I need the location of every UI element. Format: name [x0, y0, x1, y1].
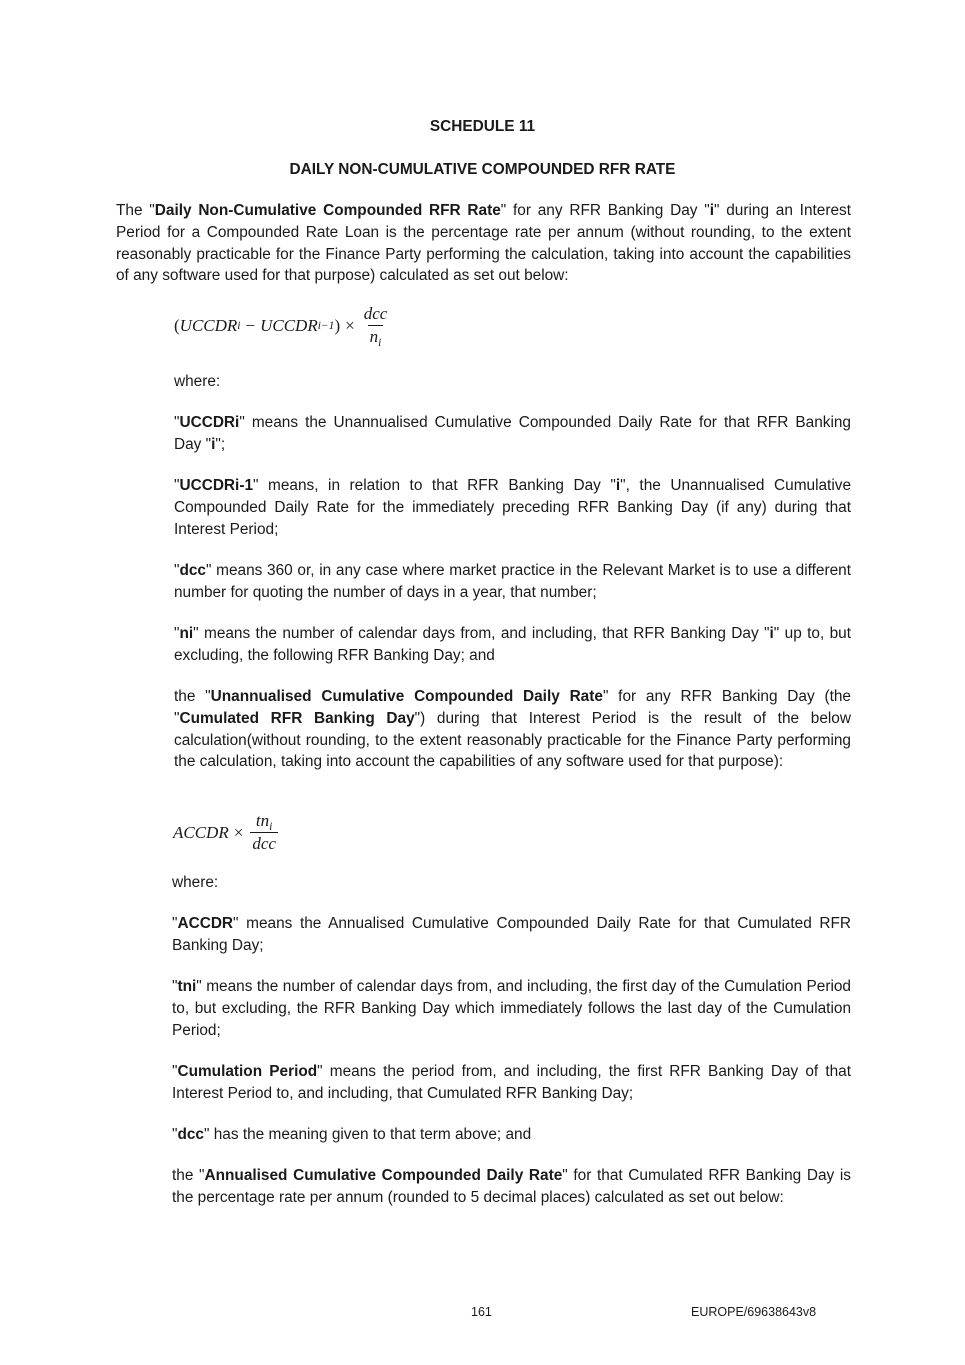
where-label-2: where:: [172, 874, 219, 891]
fraction-tni-over-dcc: $\frac{tn_i}{\text{dcc}}$: [252, 811, 276, 853]
definition-ni: "ni" means the number of calendar days from, and including, that RFR Banking Day "i" up to, but excluding, the following RFR Banking Day; and: [174, 625, 852, 664]
fraction-dcc-over-ni: $\frac{\text{dcc}}{n_i}$: [363, 304, 388, 349]
document-reference: EUROPE/69638643v8: [691, 1305, 817, 1319]
section-title: DAILY NON-CUMULATIVE COMPOUNDED RFR RATE: [289, 161, 676, 178]
definition-annualised-rate: the "Annualised Cumulative Compounded Daily Rate" for that Cumulated RFR Banking Day is the percentage rate per annum (rounded to 5 decimal places) calculated as set out below:: [172, 1167, 851, 1206]
definition-uccdri: "UCCDRi" means the Unannualised Cumulative Compounded Daily Rate for that RFR Banking Day "i";: [174, 414, 851, 453]
definition-dcc-reference: "dcc" has the meaning given to that term above; and: [172, 1126, 532, 1143]
definition-tni: "tni" means the number of calendar days from, and including, the first day of the Cumulation Period to, but excluding, the RFR Banking Day which immediately follows the last day of the Cumulation Period;: [172, 978, 851, 1039]
intro-paragraph: The "Daily Non-Cumulative Compounded RFR Rate" for any RFR Banking Day "i" during an Interest Period for a Compounded Rate Loan is the percentage rate per annum (without rounding, to the extent reasonably practicable for the Finance Party performing the calculation, taking into account the capabilities of any software used for that purpose) calculated as set out below:: [116, 202, 851, 285]
schedule-title: SCHEDULE 11: [429, 118, 536, 135]
where-label-1: where:: [174, 373, 221, 390]
formula-daily-rate: ( UCCDR i − UCCDR i−1 ) × $\frac{\text{dcc}}{n_i}$: [174, 304, 388, 349]
definition-uccdri-1: "UCCDRi-1" means, in relation to that RFR Banking Day "i", the Unannualised Cumulative Compounded Daily Rate for the immediately preceding RFR Banking Day (if any) during that Interest Period;: [174, 477, 852, 538]
formula-unannualised-rate: ACCDR × $\frac{tn_i}{\text{dcc}}$: [173, 811, 276, 853]
definition-cumulation-period: "Cumulation Period" means the period from, and including, the first RFR Banking Day of that Interest Period to, and including, that Cumulated RFR Banking Day;: [172, 1063, 852, 1102]
page-number: 161: [471, 1305, 492, 1319]
definition-dcc: "dcc" means 360 or, in any case where market practice in the Relevant Market is to use a different number for quoting the number of days in a year, that number;: [174, 562, 851, 601]
definition-accdr: "ACCDR" means the Annualised Cumulative Compounded Daily Rate for that Cumulated RFR Banking Day;: [172, 915, 851, 954]
definition-unannualised-rate: the "Unannualised Cumulative Compounded Daily Rate" for any RFR Banking Day (the "Cumulated RFR Banking Day") during that Interest Period is the result of the below calculation(without rounding, to the extent reasonably practicable for the Finance Party performing the calculation, taking into account the capabilities of any software used for that purpose):: [174, 688, 851, 771]
